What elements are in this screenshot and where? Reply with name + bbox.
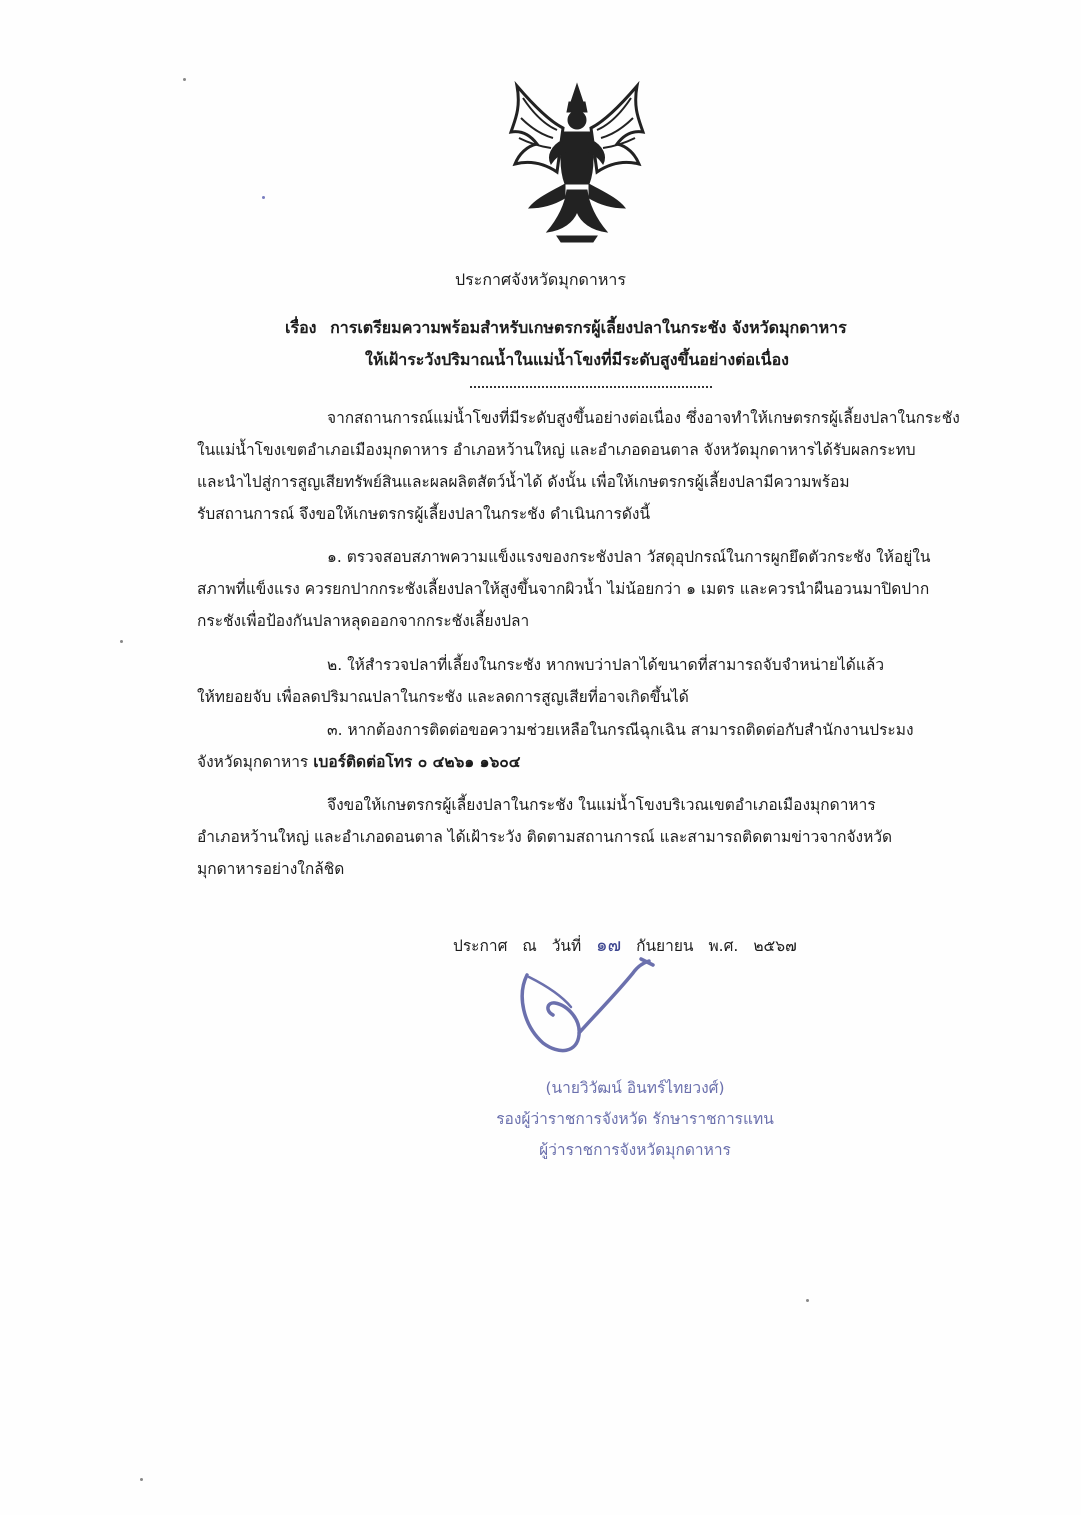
closing-line: จึงขอให้เกษตรกรผู้เลี้ยงปลาในกระชัง ในแม่น้ำโขงบริเวณเขตอำเภอเมืองมุกดาหาร <box>327 796 876 814</box>
date-day-label: วันที่ <box>551 937 582 955</box>
speck <box>140 1478 143 1481</box>
dotted-separator <box>470 386 712 388</box>
date-year: ๒๕๖๗ <box>753 937 797 955</box>
item-3-phone: เบอร์ติดต่อโทร ๐ ๔๒๖๑ ๑๖๐๔ <box>313 753 521 771</box>
date-prefix: ประกาศ <box>453 937 508 955</box>
speck <box>120 640 123 643</box>
date-month: กันยายน <box>636 937 694 955</box>
speck <box>262 196 265 199</box>
subject-label: เรื่อง <box>285 318 317 337</box>
signatory-name: (นายวิวัฒน์ อินทร์ไทยวงศ์) <box>545 1079 725 1097</box>
item-2-line: ให้ทยอยจับ เพื่อลดปริมาณปลาในกระชัง และลดการสูญเสียที่อาจเกิดขึ้นได้ <box>197 688 689 706</box>
item-2-paragraph <box>197 649 985 713</box>
intro-line: รับสถานการณ์ จึงขอให้เกษตรกรผู้เลี้ยงปลาในกระชัง ดำเนินการดังนี้ <box>197 505 651 523</box>
subject-line-1 <box>285 316 847 341</box>
item-1-line: ๑. ตรวจสอบสภาพความแข็งแรงของกระชังปลา วัสดุอุปกรณ์ในการผูกยึดตัวกระชัง ให้อยู่ใน <box>327 548 931 566</box>
garuda-emblem <box>507 80 647 245</box>
item-3-paragraph <box>197 714 985 778</box>
closing-paragraph <box>197 789 985 885</box>
subject-text-1: การเตรียมความพร้อมสำหรับเกษตรกรผู้เลี้ยงปลาในกระชัง จังหวัดมุกดาหาร <box>330 318 847 337</box>
item-3-line <box>197 746 985 778</box>
handwritten-signature <box>515 955 665 1065</box>
date-day: ๑๗ <box>596 935 622 956</box>
closing-line: อำเภอหว้านใหญ่ และอำเภอดอนตาล ได้เฝ้าระวัง ติดตามสถานการณ์ และสามารถติดตามข่าวจากจังหวัด <box>197 828 893 846</box>
closing-line: มุกดาหารอย่างใกล้ชิด <box>197 860 345 878</box>
item-1-line: สภาพที่แข็งแรง ควรยกปากกระชังเลี้ยงปลาให้สูงขึ้นจากผิวน้ำ ไม่น้อยกว่า ๑ เมตร และควรนำผืนอวนมาปิดปาก <box>197 580 930 598</box>
signatory-position-2: ผู้ว่าราชการจังหวัดมุกดาหาร <box>539 1141 731 1159</box>
date-era: พ.ศ. <box>708 937 739 955</box>
item-1-paragraph <box>197 541 985 637</box>
intro-line: ในแม่น้ำโขงเขตอำเภอเมืองมุกดาหาร อำเภอหว้านใหญ่ และอำเภอดอนตาล จังหวัดมุกดาหารได้รับผลกระทบ <box>197 441 916 459</box>
subject-line-2: ให้เฝ้าระวังปริมาณน้ำในแม่น้ำโขงที่มีระดับสูงขึ้นอย่างต่อเนื่อง <box>365 350 789 369</box>
date-at: ณ <box>522 937 537 955</box>
announcement-title: ประกาศจังหวัดมุกดาหาร <box>454 270 626 289</box>
speck <box>183 78 186 81</box>
item-3-province: จังหวัดมุกดาหาร <box>197 753 309 771</box>
intro-line: และนำไปสู่การสูญเสียทรัพย์สินและผลผลิตสัตว์น้ำได้ ดังนั้น เพื่อให้เกษตรกรผู้เลี้ยงปลามีความพร้อม <box>197 473 850 491</box>
item-2-line: ๒. ให้สำรวจปลาที่เลี้ยงในกระชัง หากพบว่าปลาได้ขนาดที่สามารถจับจำหน่ายได้แล้ว <box>327 656 885 674</box>
speck <box>806 1299 809 1302</box>
item-3-line: ๓. หากต้องการติดต่อขอความช่วยเหลือในกรณีฉุกเฉิน สามารถติดต่อกับสำนักงานประมง <box>327 721 914 739</box>
signatory-position-1: รองผู้ว่าราชการจังหวัด รักษาราชการแทน <box>496 1110 774 1128</box>
intro-line: จากสถานการณ์แม่น้ำโขงที่มีระดับสูงขึ้นอย่างต่อเนื่อง ซึ่งอาจทำให้เกษตรกรผู้เลี้ยงปลาในกระชัง <box>327 409 960 427</box>
item-1-line: กระชังเพื่อป้องกันปลาหลุดออกจากกระชังเลี้ยงปลา <box>197 612 530 630</box>
intro-paragraph <box>197 402 985 530</box>
